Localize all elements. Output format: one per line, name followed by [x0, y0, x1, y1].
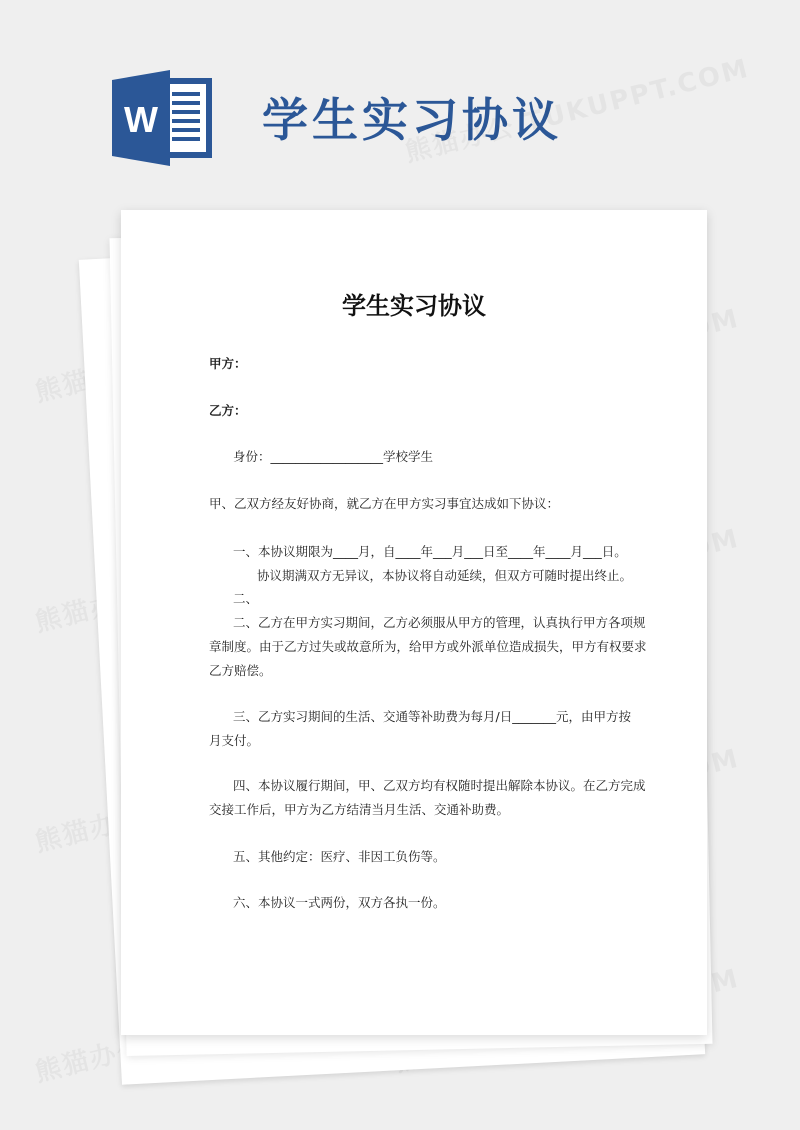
header — [0, 0, 800, 200]
clause-4-line-2: 交接工作后，甲方为乙方结清当月生活、交通补助费。 — [209, 802, 510, 817]
document-title: 学生实习协议 — [342, 292, 486, 320]
clause-1-line-1: 一、本协议期限为____月，自____年___月___日至____年____月___日。 — [233, 544, 627, 559]
svg-text:W: W — [124, 99, 158, 140]
clause-2-line-3: 乙方赔偿。 — [209, 663, 272, 678]
clause-5: 五、其他约定：医疗、非因工负伤等。 — [233, 849, 446, 864]
clause-2-line-1: 二、乙方在甲方实习期间，乙方必须服从甲方的管理，认真执行甲方各项规 — [233, 615, 646, 630]
identity-line: 身份：__________________学校学生 — [233, 449, 434, 464]
clause-4-line-1: 四、本协议履行期间，甲、乙双方均有权随时提出解除本协议。在乙方完成 — [233, 778, 646, 793]
party-b-label: 乙方： — [209, 403, 247, 418]
clause-1-line-2: 协议期满双方无异议，本协议将自动延续，但双方可随时提出终止。 — [257, 568, 633, 583]
document-page — [121, 210, 707, 1035]
clause-3-line-2: 月支付。 — [209, 733, 260, 748]
clause-blank: 二、 — [233, 591, 259, 606]
header-title: 学生实习协议 — [262, 93, 562, 147]
party-a-label: 甲方： — [209, 356, 247, 371]
clause-3-line-1: 三、乙方实习期间的生活、交通等补助费为每月/日_______元，由甲方按 — [233, 709, 631, 724]
word-icon — [112, 70, 214, 166]
intro-paragraph: 甲、乙双方经友好协商，就乙方在甲方实习事宜达成如下协议： — [209, 496, 560, 511]
clause-6: 六、本协议一式两份，双方各执一份。 — [233, 895, 446, 910]
clause-2-line-2: 章制度。由于乙方过失或故意所为，给甲方或外派单位造成损失，甲方有权要求 — [209, 639, 647, 654]
